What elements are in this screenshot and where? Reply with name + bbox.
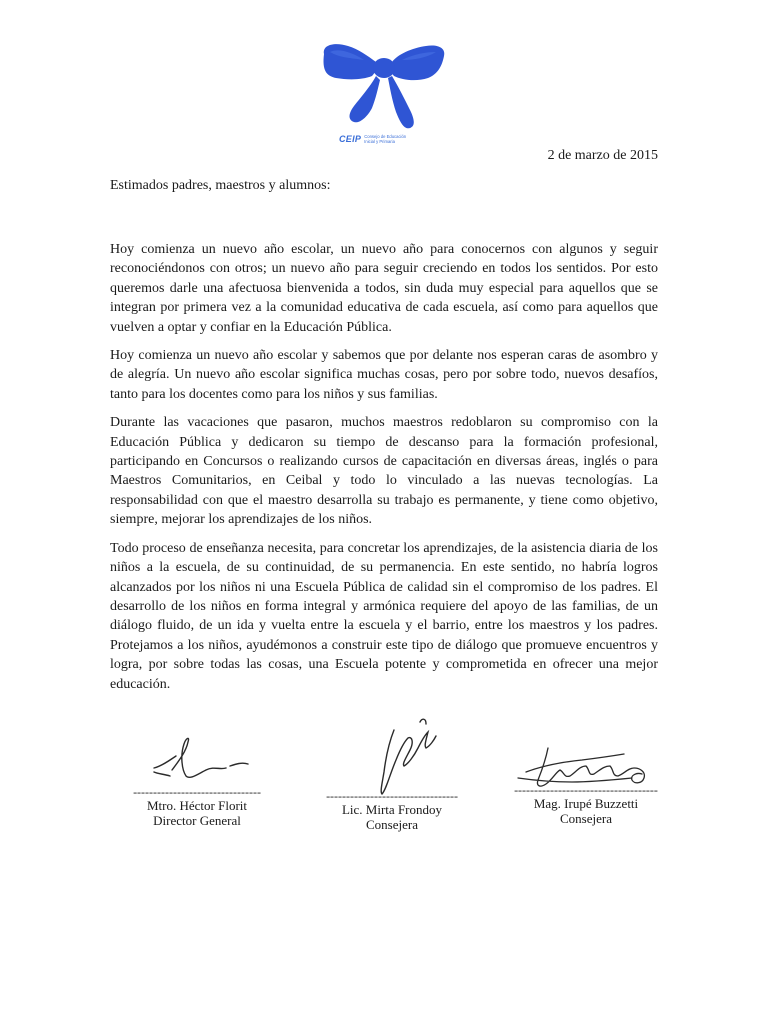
ceip-logo — [318, 40, 450, 148]
signature-line: --------------------------------- — [326, 789, 458, 803]
signatory-title: Director General — [153, 813, 241, 828]
logo-acronym: CEIP — [339, 134, 362, 144]
signature-line: ------------------------------------ — [514, 783, 658, 797]
paragraph-3: Durante las vacaciones que pasaron, muchos maestros redoblaron su compromiso con la Educación Pública y dedicaron su tiempo de descanso para la formación profesional, participando en Concursos o realizando cursos de capacitación en diversas áreas, inglés o para Maestros Comunitarios, en Ceibal y todo lo vinculado a las nuevas tecnologías. La responsabilidad con que el maestro desarrolla su trabajo es permanente, y tiene como objetivo, siempre, mejorar los aprendizajes de los niños. — [110, 415, 658, 528]
letter-date: 2 de marzo de 2015 — [547, 148, 658, 163]
signature-line: -------------------------------- — [133, 785, 261, 799]
handwritten-signature-icon — [144, 730, 254, 792]
signatory-name: Mtro. Héctor Florit — [146, 798, 247, 813]
signatory-name: Mag. Irupé Buzzetti — [533, 796, 639, 811]
letter-body — [110, 240, 658, 703]
logo-name: Consejo de Educación Inicial y Primaria — [364, 134, 407, 144]
signatory-name: Lic. Mirta Frondoy — [341, 802, 442, 817]
signature-block-buzzetti — [508, 738, 664, 826]
signature-block-florit — [132, 728, 262, 828]
bow-icon — [318, 40, 450, 140]
paragraph-2: Hoy comienza un nuevo año escolar y sabemos que por delante nos esperan caras de asombro y de alegría. Un nuevo año escolar significa muchas cosas, pero por sobre todo, nuevos desafíos, tanto para los docentes como para los niños y sus familias. — [110, 348, 658, 402]
paragraph-1: Hoy comienza un nuevo año escolar, un nuevo año para conocernos con algunos y seguir reconociéndonos con otros; un nuevo año para seguir creciendo en todos los sentidos. Por esto queremos darle una afectuosa bienvenida a todos, sin duda muy especial para aquellos que se integran por primera vez a la comunidad educativa de cada escuela, así como para aquellos que vuelven a optar y confiar en la Educación Pública. — [110, 242, 658, 335]
paragraph-4: Todo proceso de enseñanza necesita, para concretar los aprendizajes, de la asistencia diaria de los niños a la escuela, de su continuidad, de su permanencia. En este sentido, no habría logros alcanzados por los niños ni una Escuela Pública de calidad sin el compromiso de los padres. El desarrollo de los niños en forma integral y armónica requiere del apoyo de las familias, de un diálogo fluido, de un ida y vuelta entre la escuela y el barrio, entre los maestros y los padres. Protejamos a los niños, ayudémonos a construir este tipo de diálogo que promueve encuentros y logra, por sobre todas las cosas, una Escuela potente y comprometida en ofrecer una mejor educación. — [110, 540, 658, 692]
signature-block-frondoy — [326, 716, 458, 832]
logo-caption — [339, 134, 449, 144]
signatory-title: Consejera — [560, 811, 612, 826]
signatory-title: Consejera — [366, 817, 418, 832]
salutation: Estimados padres, maestros y alumnos: — [110, 178, 331, 193]
